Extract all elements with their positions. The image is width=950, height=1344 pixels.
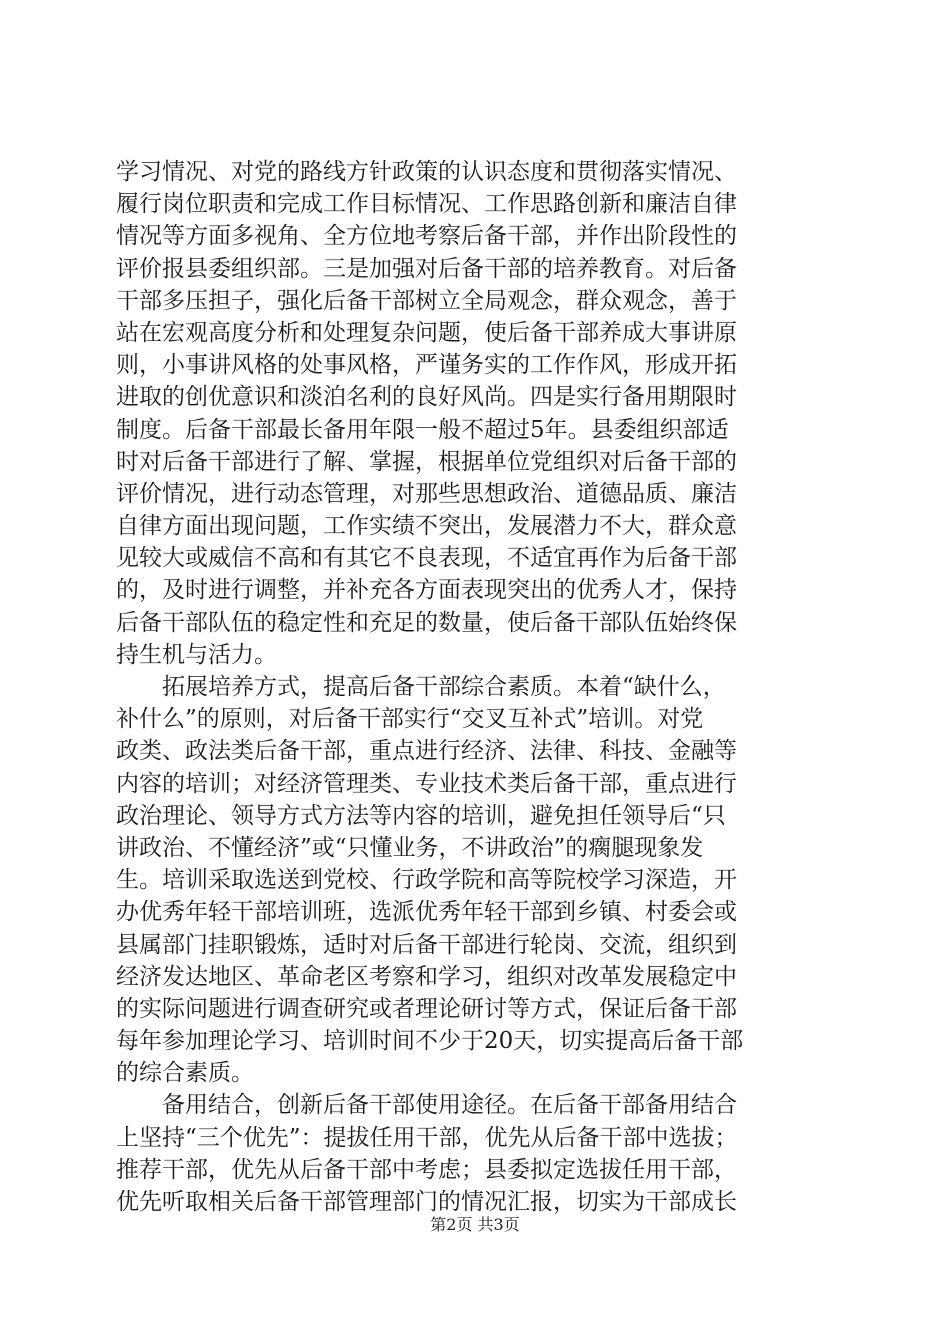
- text-line: 上坚持“三个优先”：提拔任用干部，优先从后备干部中选拔；: [116, 1124, 738, 1151]
- text-line: 政治理论、领导方式方法等内容的培训，避免担任领导后“只: [116, 802, 726, 829]
- text-line: 讲政治、不懂经济”或“只懂业务，不讲政治”的瘸腿现象发: [116, 834, 704, 861]
- text-line: 内容的培训；对经济管理类、专业技术类后备干部，重点进行: [116, 770, 737, 797]
- text-line: 持生机与活力。: [116, 641, 277, 668]
- body-text: [116, 156, 836, 1218]
- page-footer: 第2页 共3页: [430, 1215, 520, 1234]
- text-line: 学习情况、对党的路线方针政策的认识态度和贯彻落实情况、: [116, 159, 737, 185]
- text-line: 备用结合，创新后备干部使用途径。在后备干部备用结合: [116, 1092, 737, 1119]
- text-line: 经济发达地区、革命老区考察和学习，组织对改革发展稳定中: [116, 963, 737, 990]
- text-line: 补什么”的原则，对后备干部实行“交叉互补式”培训。对党: [116, 706, 704, 733]
- text-line: 见较大或威信不高和有其它不良表现，不适宜再作为后备干部: [116, 545, 737, 572]
- text-line: 生。培训采取选送到党校、行政学院和高等院校学习深造，开: [116, 867, 737, 894]
- text-line: 进取的创优意识和淡泊名利的良好风尚。四是实行备用期限时: [116, 384, 737, 411]
- text-line: 的实际问题进行调查研究或者理论研讨等方式，保证后备干部: [116, 995, 737, 1022]
- text-line: 制度。后备干部最长备用年限一般不超过5年。县委组织部适: [116, 416, 729, 443]
- text-line: 则，小事讲风格的处事风格，严谨务实的工作作风，形成开拓: [116, 352, 737, 379]
- text-line: 的综合素质。: [116, 1060, 254, 1087]
- text-line: 评价情况，进行动态管理，对那些思想政治、道德品质、廉洁: [116, 480, 737, 507]
- text-line: 县属部门挂职锻炼，适时对后备干部进行轮岗、交流，组织到: [116, 931, 737, 958]
- text-line: 每年参加理论学习、培训时间不少于20天，切实提高后备干部: [116, 1028, 744, 1055]
- text-line: 自律方面出现问题，工作实绩不突出，发展潜力不大，群众意: [116, 513, 737, 540]
- text-line: 评价报县委组织部。三是加强对后备干部的培养教育。对后备: [116, 255, 737, 282]
- text-line: 的，及时进行调整，并补充各方面表现突出的优秀人才，保持: [116, 577, 737, 604]
- text-line: 政类、政法类后备干部，重点进行经济、法律、科技、金融等: [116, 738, 737, 765]
- text-line: 推荐干部，优先从后备干部中考虑；县委拟定选拔任用干部，: [116, 1156, 737, 1183]
- text-line: 拓展培养方式，提高后备干部综合素质。本着“缺什么，: [116, 674, 726, 700]
- text-line: 时对后备干部进行了解、掌握，根据单位党组织对后备干部的: [116, 448, 737, 475]
- text-line: 站在宏观高度分析和处理复杂问题，使后备干部养成大事讲原: [116, 319, 737, 346]
- text-line: 干部多压担子，强化后备干部树立全局观念，群众观念，善于: [116, 287, 737, 314]
- text-line: 情况等方面多视角、全方位地考察后备干部，并作出阶段性的: [116, 223, 737, 250]
- text-line: 履行岗位职责和完成工作目标情况、工作思路创新和廉洁自律: [116, 191, 737, 218]
- text-line: 后备干部队伍的稳定性和充足的数量，使后备干部队伍始终保: [116, 609, 737, 636]
- text-line: 优先听取相关后备干部管理部门的情况汇报，切实为干部成长: [116, 1189, 737, 1215]
- text-line: 办优秀年轻干部培训班，选派优秀年轻干部到乡镇、村委会或: [116, 899, 737, 926]
